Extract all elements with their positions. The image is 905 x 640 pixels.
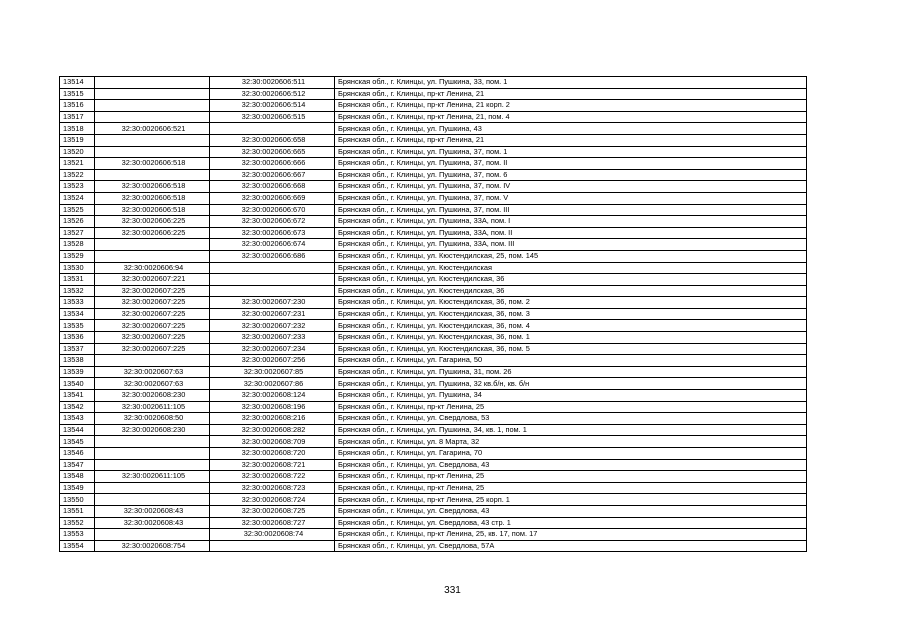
address-cell: Брянская обл., г. Клинцы, пр-кт Ленина, 21 корп. 2 xyxy=(335,100,807,112)
cadastral-number-cell xyxy=(210,123,335,135)
parent-cadastral-number-cell: 32:30:0020606:225 xyxy=(95,227,210,239)
row-number-cell: 13552 xyxy=(60,517,95,529)
cadastral-number-cell: 32:30:0020608:124 xyxy=(210,390,335,402)
address-cell: Брянская обл., г. Клинцы, пр-кт Ленина, 21 xyxy=(335,88,807,100)
table-row xyxy=(60,459,807,471)
table-row xyxy=(60,494,807,506)
cadastral-number-cell: 32:30:0020608:724 xyxy=(210,494,335,506)
cadastral-number-cell: 32:30:0020606:672 xyxy=(210,216,335,228)
parent-cadastral-number-cell: 32:30:0020606:518 xyxy=(95,158,210,170)
address-cell: Брянская обл., г. Клинцы, ул. Пушкина, 37, пом. 6 xyxy=(335,169,807,181)
cadastral-number-cell: 32:30:0020607:86 xyxy=(210,378,335,390)
table-row xyxy=(60,111,807,123)
row-number-cell: 13527 xyxy=(60,227,95,239)
parent-cadastral-number-cell: 32:30:0020607:221 xyxy=(95,274,210,286)
cadastral-number-cell xyxy=(210,274,335,286)
table-row xyxy=(60,204,807,216)
parent-cadastral-number-cell: 32:30:0020607:225 xyxy=(95,343,210,355)
parent-cadastral-number-cell xyxy=(95,134,210,146)
parent-cadastral-number-cell: 32:30:0020606:225 xyxy=(95,216,210,228)
table-row xyxy=(60,320,807,332)
address-cell: Брянская обл., г. Клинцы, ул. Свердлова, 53 xyxy=(335,413,807,425)
address-cell: Брянская обл., г. Клинцы, ул. Свердлова, 43 стр. 1 xyxy=(335,517,807,529)
parent-cadastral-number-cell: 32:30:0020608:50 xyxy=(95,413,210,425)
cadastral-number-cell: 32:30:0020606:668 xyxy=(210,181,335,193)
table-row xyxy=(60,332,807,344)
address-cell: Брянская обл., г. Клинцы, ул. Свердлова, 57А xyxy=(335,540,807,552)
row-number-cell: 13537 xyxy=(60,343,95,355)
table-row xyxy=(60,169,807,181)
table-row xyxy=(60,262,807,274)
parent-cadastral-number-cell: 32:30:0020606:94 xyxy=(95,262,210,274)
table-row xyxy=(60,274,807,286)
row-number-cell: 13532 xyxy=(60,285,95,297)
cadastral-number-cell: 32:30:0020606:658 xyxy=(210,134,335,146)
address-cell: Брянская обл., г. Клинцы, ул. Пушкина, 37, пом. III xyxy=(335,204,807,216)
table-row xyxy=(60,285,807,297)
address-cell: Брянская обл., г. Клинцы, ул. Кюстендилская, 36 xyxy=(335,274,807,286)
row-number-cell: 13530 xyxy=(60,262,95,274)
cadastral-number-cell: 32:30:0020608:74 xyxy=(210,529,335,541)
row-number-cell: 13549 xyxy=(60,482,95,494)
address-cell: Брянская обл., г. Клинцы, пр-кт Ленина, 25 xyxy=(335,471,807,483)
parent-cadastral-number-cell xyxy=(95,355,210,367)
parent-cadastral-number-cell: 32:30:0020606:521 xyxy=(95,123,210,135)
address-cell: Брянская обл., г. Клинцы, ул. Пушкина, 34, кв. 1, пом. 1 xyxy=(335,424,807,436)
address-cell: Брянская обл., г. Клинцы, ул. Пушкина, 33А, пом. I xyxy=(335,216,807,228)
address-cell: Брянская обл., г. Клинцы, пр-кт Ленина, 25, кв. 17, пом. 17 xyxy=(335,529,807,541)
parent-cadastral-number-cell xyxy=(95,146,210,158)
row-number-cell: 13539 xyxy=(60,366,95,378)
cadastral-number-cell: 32:30:0020606:667 xyxy=(210,169,335,181)
parent-cadastral-number-cell: 32:30:0020607:63 xyxy=(95,366,210,378)
parent-cadastral-number-cell: 32:30:0020608:230 xyxy=(95,390,210,402)
address-cell: Брянская обл., г. Клинцы, ул. Кюстендилская, 36, пом. 4 xyxy=(335,320,807,332)
address-cell: Брянская обл., г. Клинцы, ул. Пушкина, 37, пом. II xyxy=(335,158,807,170)
parent-cadastral-number-cell: 32:30:0020607:63 xyxy=(95,378,210,390)
cadastral-number-cell: 32:30:0020608:722 xyxy=(210,471,335,483)
cadastral-number-cell: 32:30:0020606:669 xyxy=(210,192,335,204)
table-row xyxy=(60,239,807,251)
cadastral-registry-table xyxy=(59,76,807,552)
cadastral-number-cell: 32:30:0020607:233 xyxy=(210,332,335,344)
row-number-cell: 13520 xyxy=(60,146,95,158)
row-number-cell: 13554 xyxy=(60,540,95,552)
row-number-cell: 13528 xyxy=(60,239,95,251)
table-row xyxy=(60,413,807,425)
parent-cadastral-number-cell xyxy=(95,111,210,123)
parent-cadastral-number-cell: 32:30:0020608:230 xyxy=(95,424,210,436)
table-row xyxy=(60,482,807,494)
table-row xyxy=(60,529,807,541)
row-number-cell: 13514 xyxy=(60,77,95,89)
table-row xyxy=(60,401,807,413)
table-row xyxy=(60,158,807,170)
table-row xyxy=(60,250,807,262)
cadastral-number-cell xyxy=(210,262,335,274)
row-number-cell: 13533 xyxy=(60,297,95,309)
cadastral-number-cell: 32:30:0020606:665 xyxy=(210,146,335,158)
cadastral-number-cell: 32:30:0020607:85 xyxy=(210,366,335,378)
row-number-cell: 13522 xyxy=(60,169,95,181)
table-row xyxy=(60,134,807,146)
address-cell: Брянская обл., г. Клинцы, ул. Пушкина, 33А, пом. III xyxy=(335,239,807,251)
row-number-cell: 13529 xyxy=(60,250,95,262)
table-row xyxy=(60,390,807,402)
address-cell: Брянская обл., г. Клинцы, ул. 8 Марта, 32 xyxy=(335,436,807,448)
parent-cadastral-number-cell: 32:30:0020607:225 xyxy=(95,308,210,320)
parent-cadastral-number-cell xyxy=(95,169,210,181)
table-row xyxy=(60,308,807,320)
cadastral-number-cell: 32:30:0020608:216 xyxy=(210,413,335,425)
address-cell: Брянская обл., г. Клинцы, ул. Пушкина, 32 кв.б/н, кв. б/н xyxy=(335,378,807,390)
table-row xyxy=(60,146,807,158)
parent-cadastral-number-cell xyxy=(95,482,210,494)
cadastral-number-cell: 32:30:0020608:720 xyxy=(210,448,335,460)
cadastral-number-cell: 32:30:0020606:512 xyxy=(210,88,335,100)
address-cell: Брянская обл., г. Клинцы, ул. Пушкина, 37, пом. 1 xyxy=(335,146,807,158)
address-cell: Брянская обл., г. Клинцы, пр-кт Ленина, 21 xyxy=(335,134,807,146)
row-number-cell: 13550 xyxy=(60,494,95,506)
parent-cadastral-number-cell: 32:30:0020606:518 xyxy=(95,181,210,193)
parent-cadastral-number-cell: 32:30:0020607:225 xyxy=(95,332,210,344)
table-row xyxy=(60,355,807,367)
address-cell: Брянская обл., г. Клинцы, ул. Пушкина, 33, пом. 1 xyxy=(335,77,807,89)
row-number-cell: 13531 xyxy=(60,274,95,286)
cadastral-number-cell: 32:30:0020606:666 xyxy=(210,158,335,170)
address-cell: Брянская обл., г. Клинцы, ул. Кюстендилская, 36, пом. 3 xyxy=(335,308,807,320)
cadastral-number-cell: 32:30:0020608:725 xyxy=(210,505,335,517)
address-cell: Брянская обл., г. Клинцы, ул. Кюстендилская, 25, пом. 145 xyxy=(335,250,807,262)
row-number-cell: 13551 xyxy=(60,505,95,517)
row-number-cell: 13547 xyxy=(60,459,95,471)
table-row xyxy=(60,227,807,239)
address-cell: Брянская обл., г. Клинцы, ул. Пушкина, 34 xyxy=(335,390,807,402)
table-row xyxy=(60,100,807,112)
table-row xyxy=(60,123,807,135)
address-cell: Брянская обл., г. Клинцы, ул. Пушкина, 37, пом. V xyxy=(335,192,807,204)
parent-cadastral-number-cell xyxy=(95,436,210,448)
cadastral-number-cell: 32:30:0020607:231 xyxy=(210,308,335,320)
row-number-cell: 13517 xyxy=(60,111,95,123)
row-number-cell: 13518 xyxy=(60,123,95,135)
address-cell: Брянская обл., г. Клинцы, ул. Гагарина, 50 xyxy=(335,355,807,367)
cadastral-number-cell: 32:30:0020608:709 xyxy=(210,436,335,448)
table-row xyxy=(60,378,807,390)
cadastral-number-cell: 32:30:0020607:234 xyxy=(210,343,335,355)
cadastral-number-cell: 32:30:0020608:727 xyxy=(210,517,335,529)
row-number-cell: 13545 xyxy=(60,436,95,448)
row-number-cell: 13515 xyxy=(60,88,95,100)
cadastral-number-cell xyxy=(210,285,335,297)
cadastral-number-cell: 32:30:0020606:686 xyxy=(210,250,335,262)
row-number-cell: 13548 xyxy=(60,471,95,483)
row-number-cell: 13553 xyxy=(60,529,95,541)
cadastral-number-cell: 32:30:0020607:230 xyxy=(210,297,335,309)
address-cell: Брянская обл., г. Клинцы, ул. Кюстендилская, 36, пом. 1 xyxy=(335,332,807,344)
row-number-cell: 13542 xyxy=(60,401,95,413)
address-cell: Брянская обл., г. Клинцы, пр-кт Ленина, 25 xyxy=(335,482,807,494)
address-cell: Брянская обл., г. Клинцы, ул. Кюстендилская, 36 xyxy=(335,285,807,297)
page-number: 331 xyxy=(444,585,461,596)
parent-cadastral-number-cell: 32:30:0020607:225 xyxy=(95,285,210,297)
parent-cadastral-number-cell: 32:30:0020606:518 xyxy=(95,204,210,216)
registry-table-body xyxy=(60,77,807,552)
parent-cadastral-number-cell: 32:30:0020608:43 xyxy=(95,517,210,529)
table-row xyxy=(60,505,807,517)
address-cell: Брянская обл., г. Клинцы, ул. Пушкина, 33А, пом. II xyxy=(335,227,807,239)
table-row xyxy=(60,77,807,89)
table-row xyxy=(60,517,807,529)
parent-cadastral-number-cell: 32:30:0020606:518 xyxy=(95,192,210,204)
parent-cadastral-number-cell xyxy=(95,494,210,506)
table-row xyxy=(60,436,807,448)
row-number-cell: 13523 xyxy=(60,181,95,193)
address-cell: Брянская обл., г. Клинцы, ул. Кюстендилская, 36, пом. 5 xyxy=(335,343,807,355)
cadastral-number-cell: 32:30:0020607:256 xyxy=(210,355,335,367)
parent-cadastral-number-cell xyxy=(95,250,210,262)
cadastral-number-cell: 32:30:0020608:721 xyxy=(210,459,335,471)
table-row xyxy=(60,297,807,309)
table-row xyxy=(60,540,807,552)
address-cell: Брянская обл., г. Клинцы, ул. Гагарина, 70 xyxy=(335,448,807,460)
table-row xyxy=(60,424,807,436)
table-row xyxy=(60,192,807,204)
parent-cadastral-number-cell xyxy=(95,459,210,471)
table-row xyxy=(60,216,807,228)
cadastral-number-cell: 32:30:0020606:674 xyxy=(210,239,335,251)
address-cell: Брянская обл., г. Клинцы, ул. Кюстендилская, 36, пом. 2 xyxy=(335,297,807,309)
address-cell: Брянская обл., г. Клинцы, пр-кт Ленина, 25 корп. 1 xyxy=(335,494,807,506)
table-row xyxy=(60,88,807,100)
table-row xyxy=(60,366,807,378)
table-row xyxy=(60,181,807,193)
address-cell: Брянская обл., г. Клинцы, ул. Свердлова, 43 xyxy=(335,459,807,471)
parent-cadastral-number-cell: 32:30:0020607:225 xyxy=(95,320,210,332)
row-number-cell: 13526 xyxy=(60,216,95,228)
row-number-cell: 13519 xyxy=(60,134,95,146)
row-number-cell: 13524 xyxy=(60,192,95,204)
address-cell: Брянская обл., г. Клинцы, ул. Пушкина, 37, пом. IV xyxy=(335,181,807,193)
parent-cadastral-number-cell xyxy=(95,239,210,251)
parent-cadastral-number-cell: 32:30:0020608:754 xyxy=(95,540,210,552)
row-number-cell: 13516 xyxy=(60,100,95,112)
parent-cadastral-number-cell xyxy=(95,100,210,112)
row-number-cell: 13521 xyxy=(60,158,95,170)
parent-cadastral-number-cell: 32:30:0020607:225 xyxy=(95,297,210,309)
parent-cadastral-number-cell xyxy=(95,88,210,100)
parent-cadastral-number-cell xyxy=(95,448,210,460)
address-cell: Брянская обл., г. Клинцы, ул. Кюстендилская xyxy=(335,262,807,274)
cadastral-number-cell: 32:30:0020606:673 xyxy=(210,227,335,239)
cadastral-number-cell: 32:30:0020607:232 xyxy=(210,320,335,332)
cadastral-number-cell: 32:30:0020608:723 xyxy=(210,482,335,494)
parent-cadastral-number-cell: 32:30:0020611:105 xyxy=(95,401,210,413)
address-cell: Брянская обл., г. Клинцы, пр-кт Ленина, 25 xyxy=(335,401,807,413)
cadastral-number-cell: 32:30:0020606:514 xyxy=(210,100,335,112)
cadastral-number-cell: 32:30:0020606:670 xyxy=(210,204,335,216)
table-row xyxy=(60,343,807,355)
address-cell: Брянская обл., г. Клинцы, ул. Свердлова, 43 xyxy=(335,505,807,517)
row-number-cell: 13535 xyxy=(60,320,95,332)
cadastral-number-cell: 32:30:0020608:282 xyxy=(210,424,335,436)
table-row xyxy=(60,448,807,460)
parent-cadastral-number-cell xyxy=(95,77,210,89)
address-cell: Брянская обл., г. Клинцы, ул. Пушкина, 43 xyxy=(335,123,807,135)
cadastral-number-cell: 32:30:0020606:515 xyxy=(210,111,335,123)
parent-cadastral-number-cell xyxy=(95,529,210,541)
row-number-cell: 13538 xyxy=(60,355,95,367)
row-number-cell: 13546 xyxy=(60,448,95,460)
table-row xyxy=(60,471,807,483)
row-number-cell: 13541 xyxy=(60,390,95,402)
cadastral-number-cell xyxy=(210,540,335,552)
parent-cadastral-number-cell: 32:30:0020608:43 xyxy=(95,505,210,517)
address-cell: Брянская обл., г. Клинцы, ул. Пушкина, 31, пом. 26 xyxy=(335,366,807,378)
parent-cadastral-number-cell: 32:30:0020611:105 xyxy=(95,471,210,483)
cadastral-number-cell: 32:30:0020608:196 xyxy=(210,401,335,413)
row-number-cell: 13544 xyxy=(60,424,95,436)
row-number-cell: 13525 xyxy=(60,204,95,216)
cadastral-number-cell: 32:30:0020606:511 xyxy=(210,77,335,89)
row-number-cell: 13543 xyxy=(60,413,95,425)
row-number-cell: 13534 xyxy=(60,308,95,320)
row-number-cell: 13540 xyxy=(60,378,95,390)
address-cell: Брянская обл., г. Клинцы, пр-кт Ленина, 21, пом. 4 xyxy=(335,111,807,123)
row-number-cell: 13536 xyxy=(60,332,95,344)
